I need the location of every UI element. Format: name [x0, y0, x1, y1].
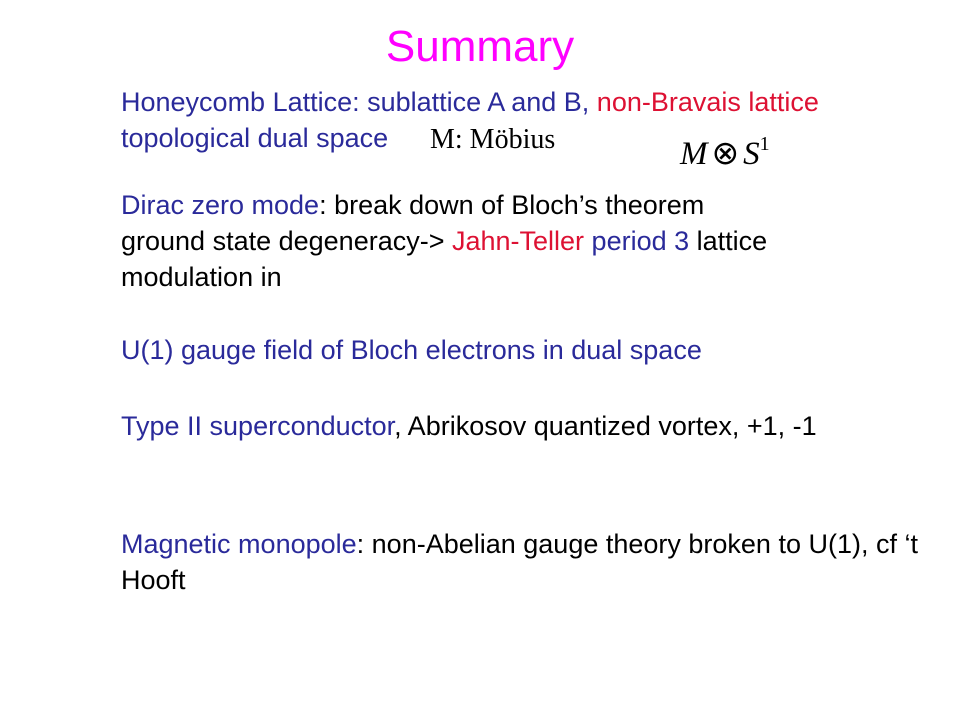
dirac-paragraph: [121, 187, 901, 295]
lattice-modulation-text: lattice modulation in: [121, 226, 768, 292]
monopole-paragraph: [121, 526, 936, 598]
abrikosov-vortex-text: , Abrikosov quantized vortex, +1, -1: [394, 411, 817, 441]
formula-s: S: [743, 136, 760, 172]
gauge-field-paragraph: U(1) gauge field of Bloch electrons in dual space: [121, 335, 702, 365]
type-ii-superconductor-text: Type II superconductor: [121, 411, 395, 441]
jahn-teller-text: Jahn-Teller: [451, 226, 585, 256]
dirac-zero-mode-text: Dirac zero mode: [121, 190, 320, 220]
honeycomb-text: Honeycomb Lattice: sublattice A and B,: [121, 87, 597, 117]
non-bravais-text: non-Bravais lattice: [596, 87, 819, 117]
ground-state-text: ground state degeneracy->: [121, 226, 452, 256]
mobius-product-formula: [680, 126, 770, 172]
formula-m: M: [680, 136, 708, 172]
dual-space-text: topological dual space: [121, 123, 389, 153]
period-3-text: period 3: [584, 226, 690, 256]
bloch-theorem-text: : break down of Bloch’s theorem: [319, 190, 705, 220]
mobius-formula: M: Möbius: [430, 124, 556, 155]
gauge-theory-text: : non-Abelian gauge theory broken to U(1), cf ‘t Hooft: [121, 529, 918, 595]
otimes-symbol: ⊗: [711, 136, 740, 172]
magnetic-monopole-text: Magnetic monopole: [121, 529, 357, 559]
slide-title: Summary: [385, 22, 575, 71]
formula-s-superscript: 1: [759, 133, 770, 155]
superconductor-paragraph: [121, 408, 941, 444]
honeycomb-line: [121, 84, 951, 120]
